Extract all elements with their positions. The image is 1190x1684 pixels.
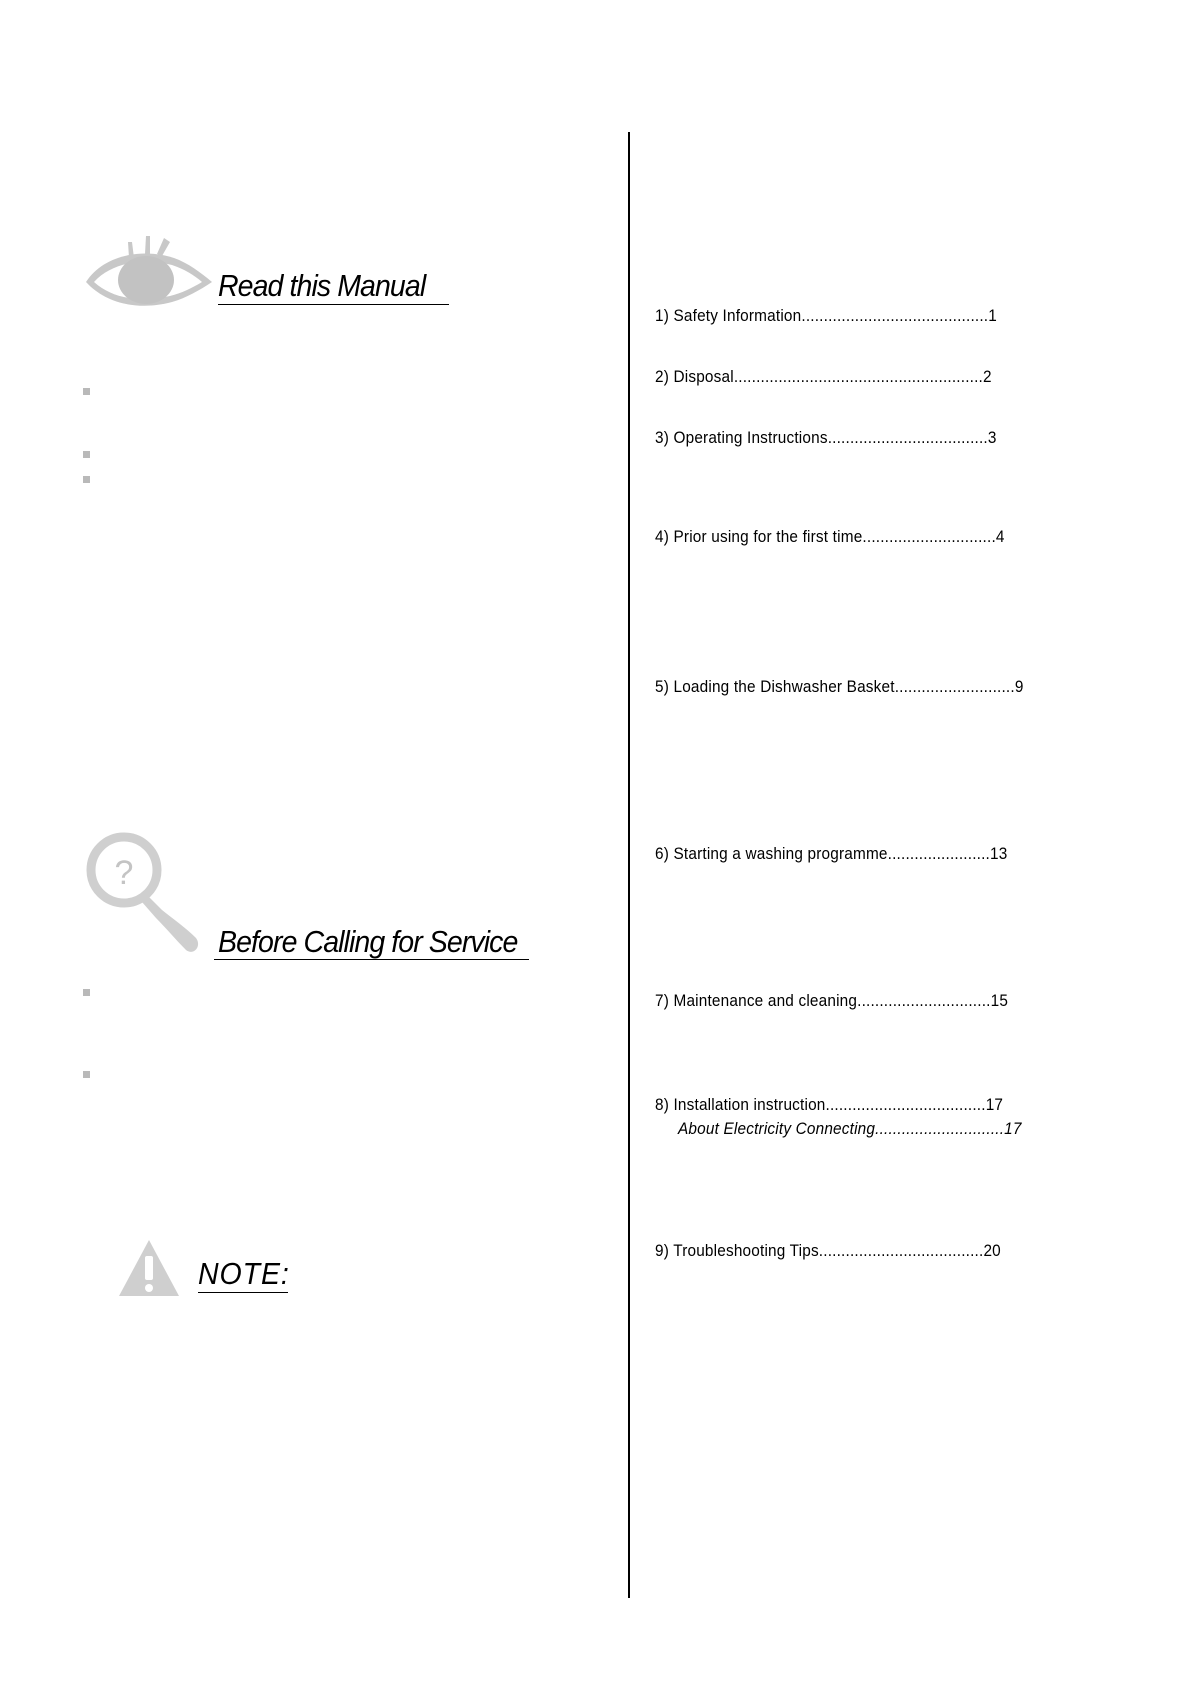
svg-text:?: ? — [114, 854, 134, 892]
toc-sub-entry — [678, 1119, 1022, 1139]
toc-entry-page: 17 — [985, 1096, 1004, 1114]
toc-entry-dots: ....................... — [887, 845, 991, 863]
toc-entry-dots: .............................. — [862, 528, 996, 546]
toc-entry-dots: .............................. — [857, 992, 991, 1010]
toc-entry-label: Starting a washing programme — [673, 845, 888, 863]
toc-entry-page: 15 — [990, 992, 1009, 1010]
toc-entry-dots: .................................... — [825, 1096, 986, 1114]
toc-entry-label: Prior using for the first time — [673, 528, 863, 546]
toc-entry-page: 9 — [1014, 678, 1024, 696]
toc-entry-number: 8) — [655, 1096, 670, 1114]
toc-entry-label: Safety Information — [673, 307, 802, 325]
toc-entry-label: Maintenance and cleaning — [673, 992, 858, 1010]
bullet-marker — [83, 451, 90, 458]
toc-entry-dots: .................................... — [827, 429, 988, 447]
toc-entry-dots: ..................................... — [818, 1242, 984, 1260]
toc-entry-page: 4 — [995, 528, 1005, 546]
eye-icon — [84, 232, 214, 312]
toc-entry — [655, 677, 1024, 697]
toc-entry-page: 2 — [982, 368, 992, 386]
toc-entry-number: 9) — [655, 1242, 670, 1260]
toc-entry — [655, 991, 1008, 1011]
toc-entry-label: Troubleshooting Tips — [673, 1242, 819, 1260]
read-manual-underline — [218, 304, 449, 305]
toc-entry — [655, 306, 997, 326]
toc-entry — [655, 428, 997, 448]
bullet-marker — [83, 1071, 90, 1078]
toc-entry — [655, 1241, 1001, 1261]
toc-entry-page: 1 — [988, 307, 997, 325]
note-underline — [198, 1292, 288, 1293]
toc-entry-number: 2) — [655, 368, 670, 386]
toc-entry-label: Loading the Dishwasher Basket — [673, 678, 895, 696]
toc-entry-label: Operating Instructions — [673, 429, 828, 447]
toc-entry-label: Disposal — [673, 368, 734, 386]
toc-entry-number: 7) — [655, 992, 670, 1010]
toc-sub-entry-label: About Electricity Connecting — [678, 1120, 876, 1138]
note-heading: NOTE: — [198, 1256, 290, 1291]
toc-entry-number: 6) — [655, 845, 670, 863]
magnifier-question-icon — [86, 832, 206, 962]
toc-entry-dots: .......................................... — [801, 307, 989, 325]
toc-entry-page: 20 — [983, 1242, 1001, 1260]
toc-entry — [655, 1095, 1003, 1115]
toc-entry-page: 3 — [987, 429, 997, 447]
toc-entry — [655, 367, 992, 387]
service-underline — [214, 959, 529, 960]
toc-entry — [655, 527, 1005, 547]
toc-entry-number: 4) — [655, 528, 670, 546]
toc-entry-page: 17 — [1004, 1120, 1022, 1138]
bullet-marker — [83, 989, 90, 996]
service-heading: Before Calling for Service — [218, 924, 518, 959]
toc-entry-dots: ........................................................ — [733, 368, 983, 386]
toc-entry — [655, 844, 1007, 864]
toc-entry-number: 3) — [655, 429, 670, 447]
column-divider — [628, 132, 630, 1598]
toc-entry-number: 1) — [655, 307, 670, 325]
toc-entry-dots: ............................. — [875, 1120, 1005, 1138]
toc-entry-dots: ........................... — [894, 678, 1015, 696]
toc-entry-number: 5) — [655, 678, 670, 696]
read-manual-heading: Read this Manual — [218, 268, 426, 303]
bullet-marker — [83, 388, 90, 395]
bullet-marker — [83, 476, 90, 483]
warning-triangle-icon — [118, 1238, 180, 1298]
toc-entry-page: 13 — [990, 845, 1008, 863]
toc-entry-label: Installation instruction — [673, 1096, 826, 1114]
